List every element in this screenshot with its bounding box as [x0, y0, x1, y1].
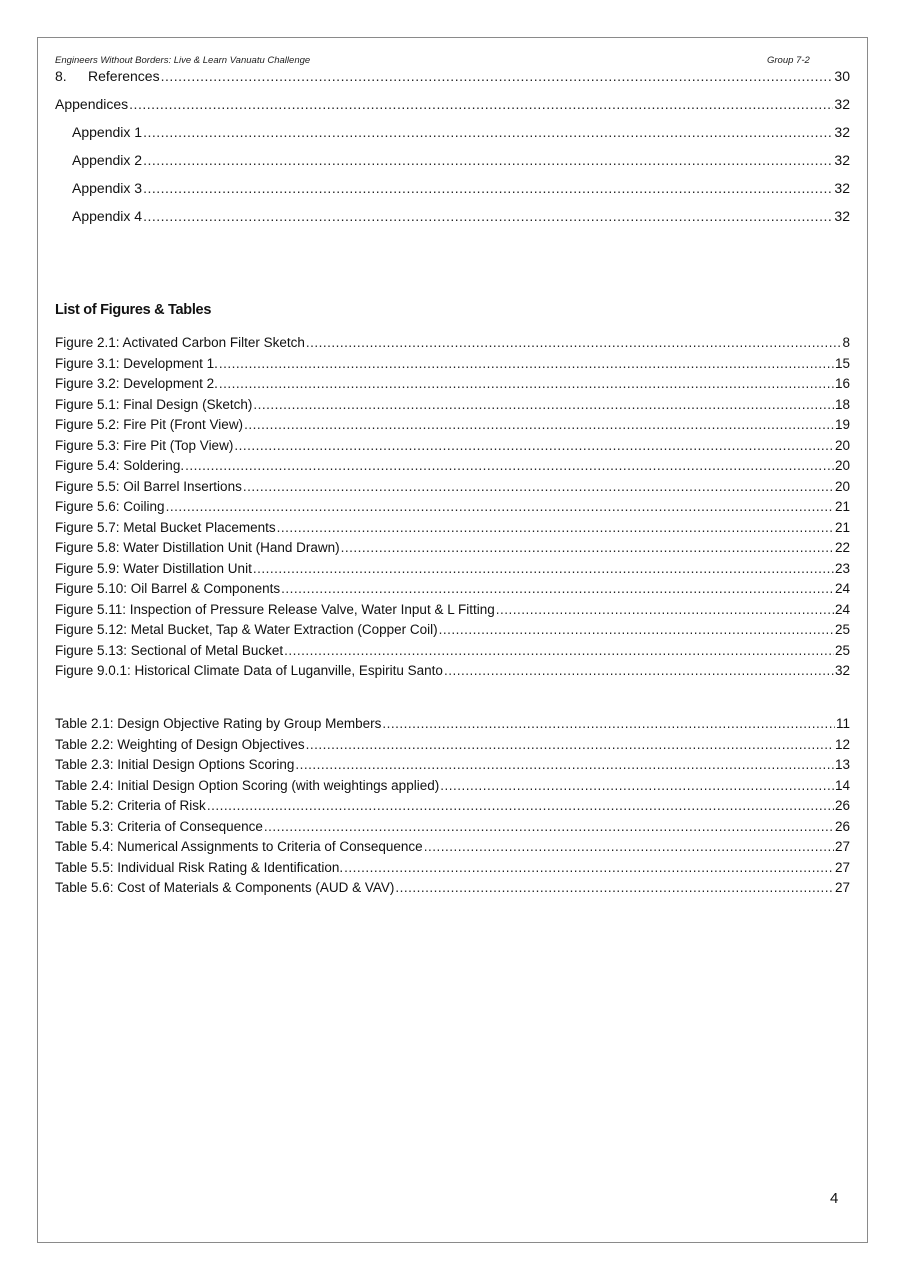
- toc-leader-dots: [439, 622, 834, 637]
- toc-entry-label: References: [88, 68, 160, 84]
- table-entry[interactable]: [55, 860, 850, 875]
- figure-entry[interactable]: [55, 520, 850, 535]
- figure-entry-page: 32: [834, 663, 850, 678]
- table-entry[interactable]: [55, 839, 850, 854]
- table-entry[interactable]: [55, 716, 850, 731]
- table-entry[interactable]: [55, 798, 850, 813]
- table-entry-page: 14: [834, 777, 850, 793]
- figure-entry-page: 20: [834, 458, 850, 473]
- figure-entry-label: Figure 5.10: Oil Barrel & Components: [55, 581, 281, 596]
- figure-entry-label: Figure 5.1: Final Design (Sketch): [55, 396, 253, 412]
- toc-entry-appendix-3[interactable]: [72, 180, 850, 196]
- figure-entry[interactable]: [55, 602, 850, 617]
- toc-entry-page: 32: [834, 124, 850, 140]
- table-entry-page: 27: [834, 839, 850, 854]
- toc-entry-page: 32: [834, 96, 850, 112]
- figure-entry[interactable]: [55, 663, 850, 678]
- table-entry-label: Table 2.3: Initial Design Options Scoring: [55, 757, 295, 772]
- toc-leader-dots: [395, 880, 834, 895]
- toc-leader-dots: [207, 798, 834, 813]
- figure-entry-label: Figure 9.0.1: Historical Climate Data of Luganville, Espiritu Santo: [55, 663, 443, 678]
- toc-leader-dots: [234, 438, 834, 453]
- figure-entry[interactable]: [55, 458, 850, 473]
- table-entry-page: 27: [834, 880, 850, 895]
- toc-leader-dots: [143, 124, 833, 140]
- toc-leader-dots: [444, 663, 834, 678]
- figure-entry-page: 16: [834, 376, 850, 391]
- figure-entry[interactable]: [55, 376, 850, 391]
- toc-leader-dots: [382, 716, 835, 731]
- table-entry-page: 11: [835, 716, 850, 731]
- toc-leader-dots: [219, 376, 834, 391]
- figure-entry-page: 23: [834, 560, 850, 576]
- toc-leader-dots: [143, 152, 833, 168]
- figure-entry-label: Figure 5.13: Sectional of Metal Bucket: [55, 642, 284, 658]
- figure-entry[interactable]: [55, 479, 850, 494]
- toc-leader-dots: [161, 68, 834, 84]
- toc-leader-dots: [277, 520, 834, 535]
- toc-entry-page: 30: [834, 68, 850, 84]
- toc-leader-dots: [253, 397, 834, 412]
- toc-leader-dots: [253, 561, 834, 576]
- figure-entry-page: 21: [834, 519, 850, 535]
- figure-entry[interactable]: [55, 540, 850, 555]
- figure-entry-page: 25: [834, 642, 850, 658]
- figure-entry-label: Figure 5.8: Water Distillation Unit (Hand Drawn): [55, 540, 340, 555]
- toc-leader-dots: [306, 335, 842, 350]
- toc-entry-number: 8.: [55, 68, 67, 84]
- toc-leader-dots: [440, 778, 834, 793]
- table-entry-label: Table 5.4: Numerical Assignments to Criteria of Consequence: [55, 839, 423, 854]
- toc-entry-references[interactable]: [55, 68, 850, 84]
- toc-entry-label: Appendix 2: [72, 152, 143, 168]
- toc-leader-dots: [166, 499, 834, 514]
- toc-entry-page: 32: [834, 152, 850, 168]
- table-entry-label: Table 2.1: Design Objective Rating by Group Members: [55, 716, 382, 731]
- table-entry-label: Table 5.2: Criteria of Risk: [55, 798, 206, 813]
- figure-entry-label: Figure 5.2: Fire Pit (Front View): [55, 417, 244, 432]
- table-entry-page: 26: [834, 818, 850, 834]
- figure-entry[interactable]: [55, 499, 850, 514]
- figure-entry-label: Figure 5.12: Metal Bucket, Tap & Water Extraction (Copper Coil): [55, 622, 438, 637]
- figure-entry[interactable]: [55, 438, 850, 453]
- table-entry-label: Table 5.6: Cost of Materials & Components (AUD & VAV): [55, 880, 395, 895]
- table-entry[interactable]: [55, 737, 850, 752]
- table-entry-label: Table 5.5: Individual Risk Rating & Identification.: [55, 859, 344, 875]
- toc-entry-label: Appendix 4: [72, 208, 143, 224]
- header-title: Engineers Without Borders: Live & Learn Vanuatu Challenge: [55, 55, 311, 66]
- toc-leader-dots: [496, 602, 834, 617]
- figure-entry[interactable]: [55, 643, 850, 658]
- toc-leader-dots: [281, 581, 834, 596]
- toc-leader-dots: [243, 479, 834, 494]
- figure-entry-page: 20: [834, 437, 850, 453]
- figure-entry-label: Figure 5.11: Inspection of Pressure Release Valve, Water Input & L Fitting: [55, 601, 495, 617]
- toc-leader-dots: [295, 757, 834, 772]
- figure-entry-label: Figure 5.9: Water Distillation Unit: [55, 560, 252, 576]
- toc-entry-appendix-2[interactable]: [72, 152, 850, 168]
- toc-leader-dots: [424, 839, 834, 854]
- toc-leader-dots: [306, 737, 834, 752]
- toc-entry-appendix-4[interactable]: [72, 208, 850, 224]
- figure-entry-page: 22: [834, 540, 850, 555]
- table-entry[interactable]: [55, 819, 850, 834]
- figure-entry-page: 20: [834, 478, 850, 494]
- toc-leader-dots: [244, 417, 834, 432]
- toc-entry-label: Appendix 3: [72, 180, 143, 196]
- table-entry-page: 27: [834, 859, 850, 875]
- figure-entry[interactable]: [55, 335, 850, 350]
- table-entry-label: Table 5.3: Criteria of Consequence: [55, 818, 263, 834]
- figure-entry[interactable]: [55, 356, 850, 371]
- table-entry-page: 13: [834, 757, 850, 772]
- figure-entry-label: Figure 5.3: Fire Pit (Top View): [55, 437, 234, 453]
- figure-entry-page: 8: [842, 335, 850, 350]
- figure-entry[interactable]: [55, 622, 850, 637]
- figure-entry-label: Figure 5.5: Oil Barrel Insertions: [55, 478, 242, 494]
- figure-entry-page: 24: [834, 581, 850, 596]
- figure-entry-page: 15: [834, 355, 850, 371]
- table-entry-page: 26: [834, 798, 850, 813]
- toc-leader-dots: [129, 96, 833, 112]
- figure-entry[interactable]: [55, 581, 850, 596]
- toc-leader-dots: [341, 540, 834, 555]
- figure-entry-page: 21: [834, 499, 850, 514]
- toc-entry-page: 32: [834, 180, 850, 196]
- figure-entry[interactable]: [55, 417, 850, 432]
- figure-entry-label: Figure 3.2: Development 2.: [55, 376, 218, 391]
- toc-entry-appendix-1[interactable]: [72, 124, 850, 140]
- table-entry[interactable]: [55, 757, 850, 772]
- toc-entry-page: 32: [834, 208, 850, 224]
- figure-entry-page: 18: [834, 396, 850, 412]
- figure-entry-page: 25: [834, 622, 850, 637]
- figure-entry-label: Figure 5.6: Coiling: [55, 499, 165, 514]
- figure-entry[interactable]: [55, 397, 850, 412]
- figure-entry[interactable]: [55, 561, 850, 576]
- toc-leader-dots: [344, 860, 834, 875]
- table-entry[interactable]: [55, 880, 850, 895]
- table-entry-label: Table 2.4: Initial Design Option Scoring (with weightings applied): [55, 777, 440, 793]
- figure-entry-label: Figure 5.7: Metal Bucket Placements: [55, 519, 276, 535]
- toc-leader-dots: [143, 180, 833, 196]
- header-group: Group 7-2: [767, 55, 810, 66]
- table-entry[interactable]: [55, 778, 850, 793]
- toc-entry-label: Appendices: [55, 96, 129, 112]
- toc-entry-label: Appendix 1: [72, 124, 143, 140]
- figure-entry-page: 24: [834, 601, 850, 617]
- figure-entry-label: Figure 3.1: Development 1.: [55, 355, 218, 371]
- table-entry-label: Table 2.2: Weighting of Design Objectives: [55, 736, 305, 752]
- toc-entry-appendices[interactable]: [55, 96, 850, 112]
- figures-section-title: List of Figures & Tables: [55, 302, 212, 318]
- toc-leader-dots: [284, 643, 834, 658]
- figure-entry-page: 19: [834, 417, 850, 432]
- table-entry-page: 12: [834, 736, 850, 752]
- toc-leader-dots: [143, 208, 833, 224]
- toc-leader-dots: [264, 819, 834, 834]
- figure-entry-label: Figure 5.4: Soldering.: [55, 458, 185, 473]
- toc-leader-dots: [219, 356, 834, 371]
- toc-leader-dots: [185, 458, 834, 473]
- page-number: 4: [830, 1190, 839, 1207]
- figure-entry-label: Figure 2.1: Activated Carbon Filter Sketch: [55, 335, 305, 350]
